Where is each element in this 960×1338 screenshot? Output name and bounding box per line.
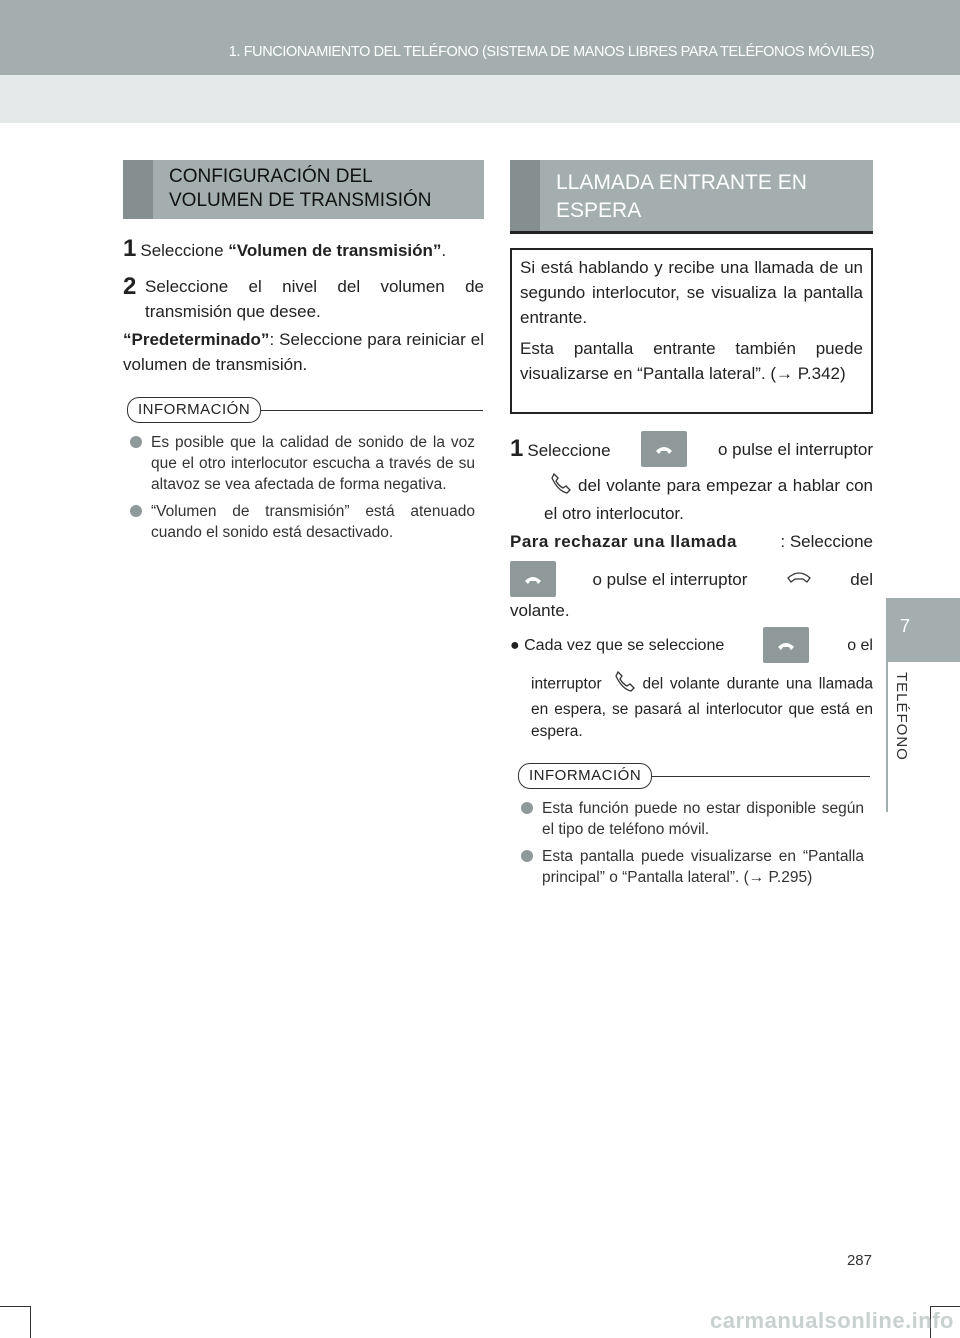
section-header-rule [510,231,873,234]
step-text: Seleccione [527,440,611,460]
reject-call-description [510,529,873,623]
crop-mark [930,1306,960,1307]
step-option: “Volumen de transmisión” [228,241,442,260]
info-item [518,798,864,840]
chapter-label: TELÉFONO [893,672,910,761]
phone-icon [614,670,636,699]
step-2 [123,274,484,324]
intro-box [510,248,873,414]
bullet-icon [521,802,533,814]
section-title-line-2: ESPERA [556,199,642,222]
step-text: Seleccione el nivel del volumen de transmisión que desee. [145,277,484,321]
section-header-call-waiting [510,160,873,232]
step-text: del volante para empezar a hablar con el otro interlocutor. [544,475,873,523]
reject-call-button-icon [510,561,556,597]
call-waiting-note [510,626,873,743]
info-list [518,798,864,894]
default-description [123,327,484,377]
chapter-title: 1. FUNCIONAMIENTO DEL TELÉFONO (SISTEMA DE MANOS LIBRES PARA TELÉFONOS MÓVILES) [228,44,874,60]
watermark: carmanualsonline.info [710,1308,954,1333]
step-text-end: . [441,241,447,260]
phone-icon [550,472,572,501]
bullet-icon [521,850,533,862]
section-title-line-1: LLAMADA ENTRANTE EN [556,171,807,194]
step-number: 2 [123,273,137,300]
step-1 [123,236,484,263]
section-header-transmission-volume [123,160,484,219]
section-title-line-2: VOLUMEN DE TRANSMISIÓN [169,190,432,211]
crop-mark [30,1306,31,1338]
bullet-icon [130,505,142,517]
section-header-accent [123,160,153,219]
info-item [127,432,475,495]
section-title-line-1: CONFIGURACIÓN DEL [169,166,373,187]
step-text: o pulse el interruptor [718,439,873,459]
info-label: INFORMACIÓN [127,397,261,423]
bullet-icon [130,436,142,448]
switch-call-button-icon [763,627,809,663]
section-header-accent [510,160,540,232]
section-title [169,165,476,213]
intro-paragraph-1: Si está hablando y recibe una llamada de un segundo interlocutor, se visualiza la pantalla entrante. [520,258,863,327]
step-number: 1 [510,434,524,462]
info-item-text: Es posible que la calidad de sonido de la voz que el otro interlocutor escucha a través de su altavoz se vea afectada de forma negativa. [151,434,475,493]
intro-paragraph-2: Esta pantalla entrante también puede visualizarse en “Pantalla lateral”. (→ P.342) [520,339,863,383]
reject-title: Para rechazar una llamada [510,532,738,551]
info-item-text: Esta función puede no estar disponible según el tipo de teléfono móvil. [542,800,864,838]
note-text: o el [847,636,873,654]
header-band [0,75,960,123]
chapter-number: 7 [900,616,911,636]
info-item-text: Esta pantalla puede visualizarse en “Pantalla principal” o “Pantalla lateral”. (→ P.295) [542,848,864,886]
crop-mark [0,1306,30,1307]
reject-text: o pulse el interruptor [592,569,748,589]
info-label: INFORMACIÓN [518,763,652,789]
note-bullet-icon: ● [510,636,520,654]
section-title [556,169,865,225]
header-bar [0,0,960,75]
info-list [127,432,475,549]
chapter-tab-line [886,662,888,812]
note-text: Cada vez que se seleccione [524,636,725,654]
reject-text-end: volante. [510,601,570,620]
note-text: del volante durante una llamada en espera, se pasará al interlocutor que está en espera. [531,675,873,740]
chapter-tab [886,598,960,662]
answer-call-button-icon [641,431,687,467]
page-number: 287 [846,1252,872,1269]
step-1-answer [510,430,873,526]
step-number: 1 [123,235,137,262]
note-text: interruptor [531,675,602,693]
info-item [127,501,475,543]
reject-text-del: del [850,569,873,589]
reject-text: : Seleccione [780,532,873,551]
default-text: : Seleccione para reiniciar el volumen de transmisión. [123,330,484,374]
info-item-text: “Volumen de transmisión” está atenuado cuando el sonido está desactivado. [151,503,475,541]
info-item [518,846,864,888]
hang-up-icon [786,567,812,592]
step-text: Seleccione [140,241,229,260]
default-option: “Predeterminado” [123,330,270,349]
